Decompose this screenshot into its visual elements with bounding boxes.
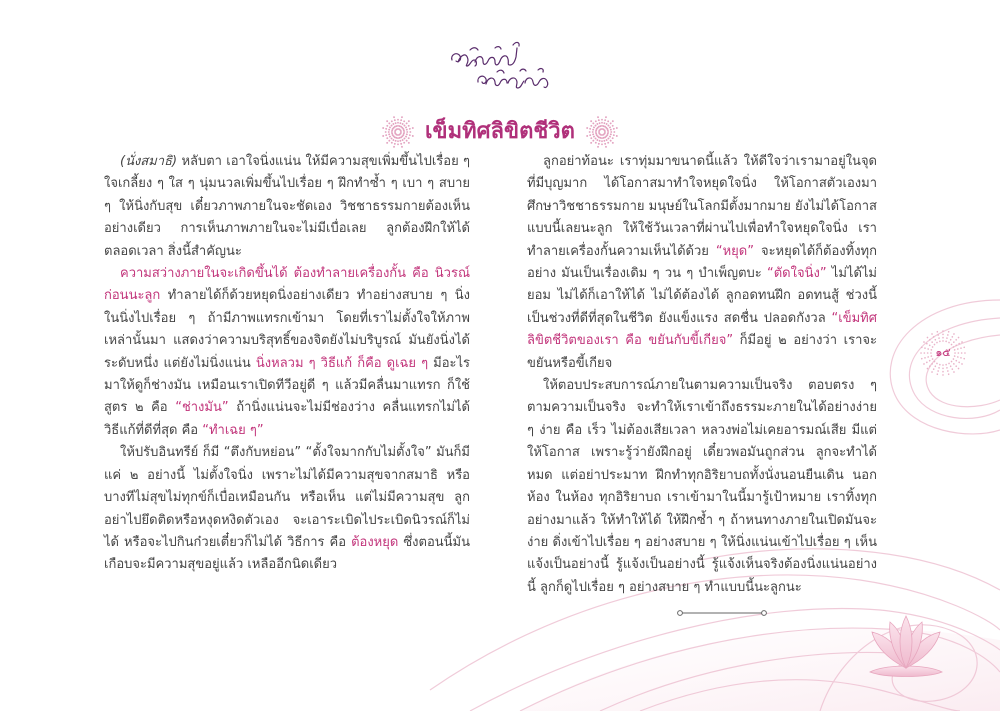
sunburst-ornament-left: [381, 115, 415, 149]
text-segment-highlight: นิ่งหลวม ๆ วิธีแก้ ก็คือ ดูเฉย ๆ: [255, 355, 429, 371]
paragraph: [527, 151, 877, 375]
sunburst-ornament-right: [585, 115, 619, 149]
text-segment-highlight: “ตัดใจนิ่ง”: [767, 266, 827, 282]
paragraph: [527, 375, 877, 599]
calligraphy-logo: [440, 36, 560, 96]
text-segment: ทำลายได้ก็ด้วยหยุดนิ่งอย่างเดียว ทำอย่างสบาย ๆ นิ่งในนิ่งไปเรื่อย ๆ ถ้ามีภาพแทรกเข้ามา โดยที่เราไม่ตั้งใจให้ภาพเหล่านั้นมา แสดงว่าความบริสุทธิ์ของจิตยังไม่บริบูรณ์ มันยังนิ่งได้ระดับหนึ่ง แต่ยังไม่นิ่งแน่น: [104, 288, 470, 371]
paragraph: [104, 263, 470, 442]
text-segment-highlight: “หยุด”: [715, 243, 754, 259]
page-number: ๑๕: [935, 346, 951, 359]
text-segment: ซึ่งตอนนี้มันเกือบจะมีความสุขอยู่แล้ว เหลืออีกนิดเดียว: [104, 534, 470, 573]
line-divider: [677, 609, 767, 617]
text-segment-highlight: “ช่างมัน”: [175, 400, 229, 416]
text-segment: มีอะไรมาให้ดูก็ช่างมัน เหมือนเราเปิดทีวีอยู่ดี ๆ แล้วมีคลื่นมาแทรก ก็ใช้สูตร ๒ คือ: [104, 355, 471, 416]
text-segment: ก็มีอยู่ ๒ อย่างว่า เราจะขยันหรือขี้เกียจ: [527, 333, 877, 371]
text-segment-highlight: ความสว่างภายในจะเกิดขึ้นได้ ต้องทำลายเครื่องกั้น คือ นิวรณ์ ก่อนนะลูก: [104, 266, 470, 304]
title-row: [0, 114, 1000, 150]
text-segment: ให้ตอบประสบการณ์ภายในตามความเป็นจริง ตอบตรง ๆ ตามความเป็นจริง จะทำให้เราเข้าถึงธรรมะภายในได้อย่างง่าย ๆ ง่าย คือ เร็ว ไม่ต้องเสียเวลา หลวงพ่อไม่เคยอารมณ์เสีย มีแต่ให้โอกาส เพราะรู้ว่ายังฝึกอยู่ เดี๋ยวพอมันถูกส่วน ลูกจะทำได้หมด แต่อย่าประมาท ฝึกทำทุกอิริยาบถทั้งนั่งนอนยืนเดิน นอกห้อง ในห้อง ทุกอิริยาบถ เราเข้ามาในนี้มารู้เป้าหมาย เราทิ้งทุกอย่างมาแล้ว ให้ทำให้ได้ ให้ฝึกซ้ำ ๆ ถ้าหนทางภายในเปิดมันจะง่าย ดิ่งเข้าไปเรื่อย ๆ อย่างสบาย ๆ ให้นิ่งแน่นเข้าไปเรื่อย ๆ เห็นแจ้งเป็นอย่างนี้ รู้แจ้งเป็นอย่างนี้ รู้แจ้งเห็นจริงต้องนิ่งแน่นอย่างนี้ ลูกก็ดูไปเรื่อย ๆ อย่างสบาย ๆ ทำแบบนี้นะลูกนะ: [527, 378, 877, 595]
text-segment: ลูกอย่าท้อนะ เราทุ่มมาขนาดนี้แล้ว ให้ดีใจว่าเรามาอยู่ในจุดที่มีบุญมาก ได้โอกาสมาทำใจหยุดใจนิ่ง ให้โอกาสตัวเองมาศึกษาวิชชาธรรมกาย มนุษย์ในโลกมีตั้งมากมาย ยังไม่ได้โอกาสแบบนี้เลยนะลูก ให้ใช้วันเวลาที่ผ่านไปเพื่อทำใจหยุดใจนิ่ง เราทำลายเครื่องกั้นความเห็นได้ด้วย: [527, 154, 877, 259]
page-number-badge: [920, 330, 966, 376]
text-segment-highlight: “ทำเฉย ๆ”: [202, 422, 264, 438]
text-segment: หลับตา เอาใจนิ่งแน่น ให้มีความสุขเพิ่มขึ้นไปเรื่อย ๆ ใจเกลี้ยง ๆ ใส ๆ นุ่มนวลเพิ่มขึ้นไปเรื่อย ๆ ฝึกทำซ้ำ ๆ เบา ๆ สบาย ๆ ให้นิ่งกับสุข เดี๋ยวภาพภายในจะชัดเอง วิชชาธรรมกายต้องเห็นอย่างเดียว การเห็นภาพภายในจะไม่มีเบื่อเลย ลูกต้องฝึกให้ได้ตลอดเวลา สิ่งนี้สำคัญนะ: [104, 154, 470, 259]
page-title: เข็มทิศลิขิตชีวิต: [425, 119, 575, 144]
text-segment: จะหยุดได้ก็ต้องทิ้งทุกอย่าง มันเป็นเรื่องเดิม ๆ วน ๆ บำเพ็ญตบะ: [527, 243, 877, 282]
text-segment-highlight: “เข็มทิศลิขิตชีวิตของเรา คือ ขยันกับขี้เกียจ”: [527, 310, 877, 349]
left-column: [104, 151, 470, 577]
text-segment: ถ้านิ่งแน่นจะไม่มีช่องว่าง คลื่นแทรกไม่ได้ วิธีแก้ที่ดีที่สุด คือ: [104, 400, 470, 438]
paragraph: [104, 442, 470, 576]
text-segment-highlight: ต้องหยุด: [351, 534, 399, 550]
paragraph: [104, 151, 470, 263]
text-segment: ไม่ได้ไม่ยอม ไม่ได้ก็เอาให้ได้ ไม่ได้ต้องได้ ลูกอดทนฝึก อดทนสู้ ช่วงนี้เป็นช่วงที่ดีที่สุดในชีวิต ยังแข็งแรง สดชื่น ปลอดกังวล: [527, 266, 877, 326]
right-column: [527, 151, 877, 626]
text-segment: ให้ปรับอินทรีย์ ก็มี “ตึงกับหย่อน” “ตั้งใจมากกับไม่ตั้งใจ” มันก็มีแค่ ๒ อย่างนี้ ไม่ตั้งใจนิ่ง เพราะไม่ได้มีความสุขจากสมาธิ หรือบางทีไม่สุขไม่ทุกข์ก็เบื่อเหมือนกัน หรือเห็น แต่ไม่มีความสุข ลูกอย่าไปยึดติดหรือหงุดหงิดตัวเอง จะเอาระเบิดไประเบิดนิวรณ์ก็ไม่ได้ หรือจะไปกินก๋วยเตี๋ยวก็ไม่ได้ วิธีการ คือ: [104, 445, 470, 550]
text-segment-italic: (นั่งสมาธิ): [120, 154, 178, 169]
